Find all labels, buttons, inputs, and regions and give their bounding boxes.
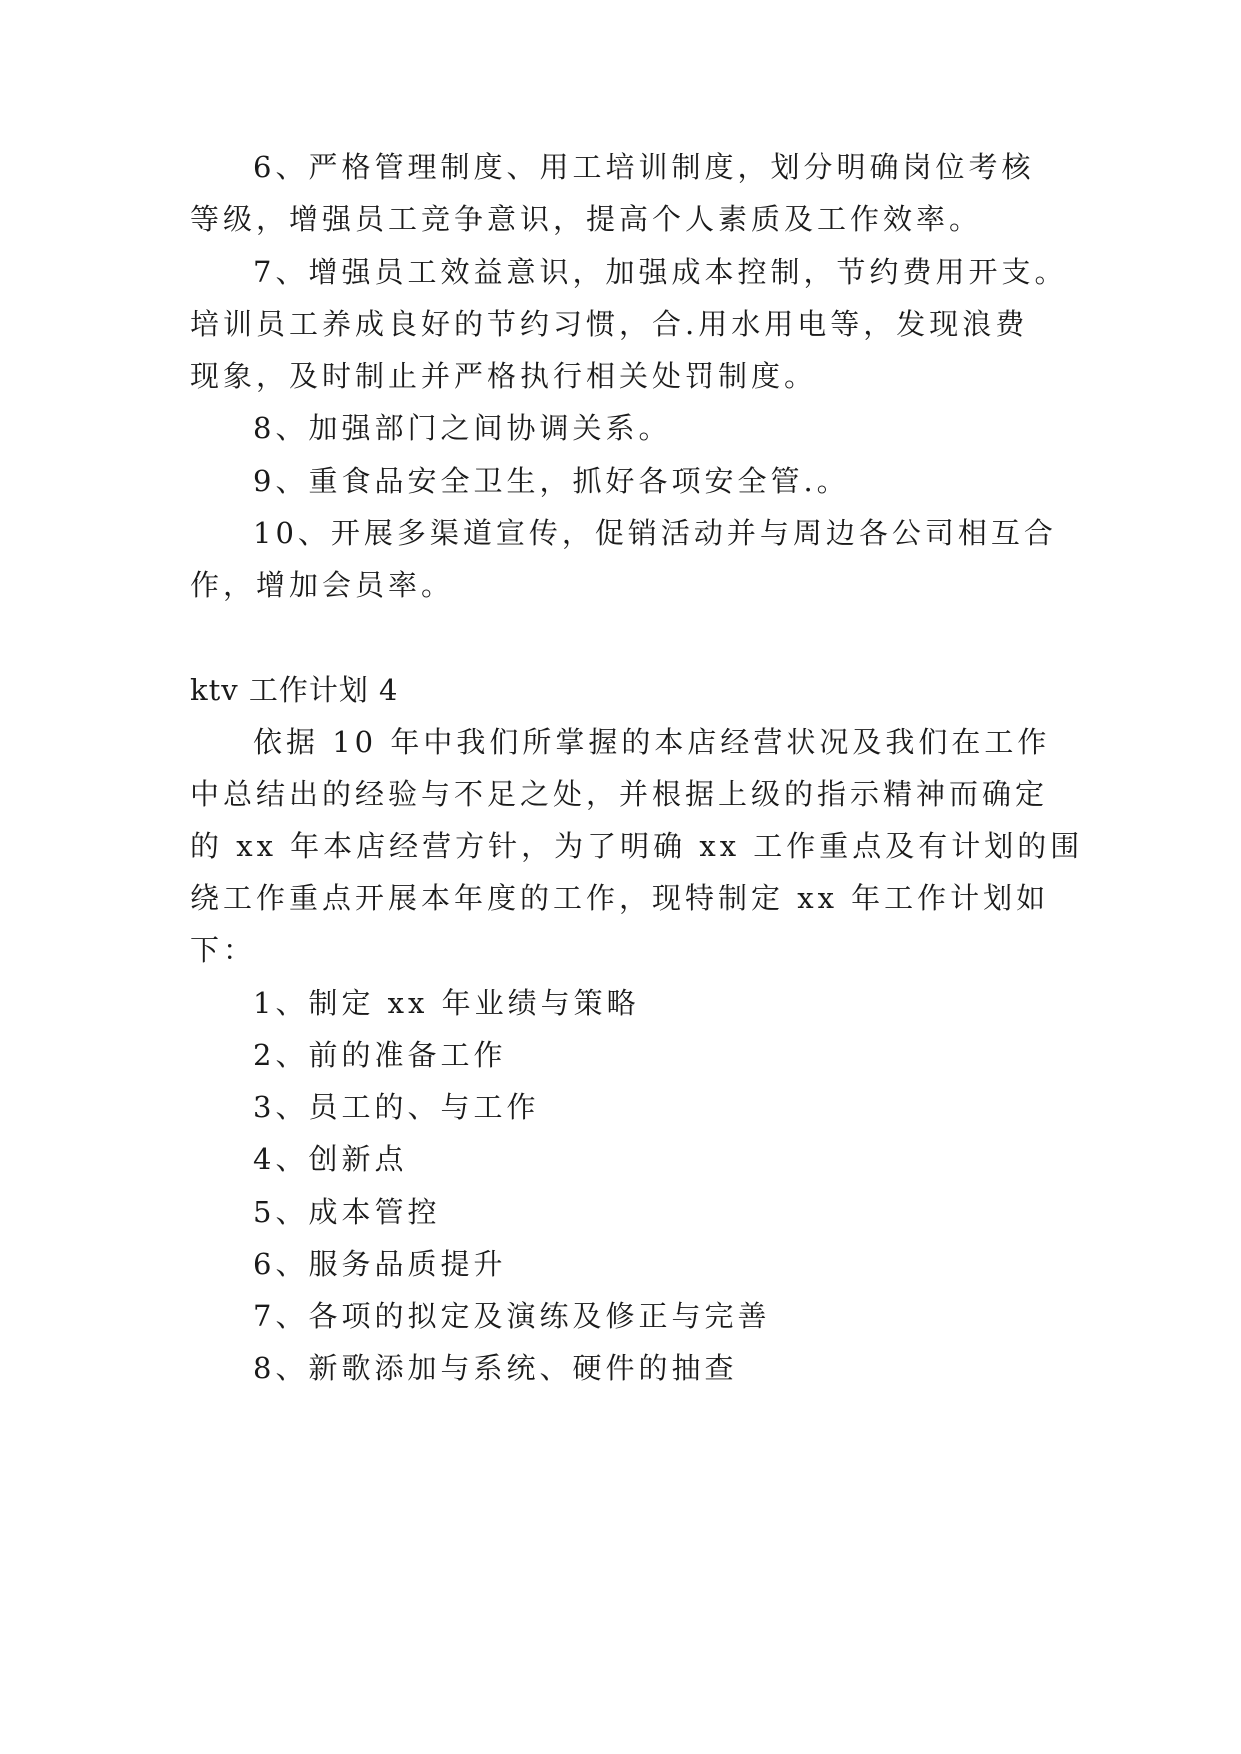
- item-7-line-1: 7、增强员工效益意识，加强成本控制，节约费用开支。: [253, 255, 1068, 289]
- plan-item-6: 6、服务品质提升: [253, 1247, 507, 1281]
- item-10-line-1: 10、开展多渠道宣传，促销活动并与周边各公司相互合: [253, 516, 1057, 550]
- item-6-line-1: 6、严格管理制度、用工培训制度，划分明确岗位考核: [253, 150, 1035, 184]
- intro-line-1: 依据 10 年中我们所掌握的本店经营状况及我们在工作: [253, 725, 1051, 759]
- item-10-line-2: 作，增加会员率。: [190, 568, 455, 602]
- plan-item-4: 4、创新点: [253, 1142, 408, 1176]
- section-title: ktv 工作计划 4: [190, 673, 399, 707]
- intro-line-2: 中总结出的经验与不足之处，并根据上级的指示精神而确定: [190, 777, 1049, 811]
- plan-item-7: 7、各项的拟定及演练及修正与完善: [253, 1299, 771, 1333]
- plan-item-5: 5、成本管控: [253, 1195, 441, 1229]
- item-6-line-2: 等级，增强员工竞争意识，提高个人素质及工作效率。: [190, 202, 983, 236]
- intro-line-3: 的 xx 年本店经营方针，为了明确 xx 工作重点及有计划的围: [190, 829, 1084, 863]
- intro-line-4: 绕工作重点开展本年度的工作，现特制定 xx 年工作计划如: [190, 881, 1050, 915]
- item-7-line-2: 培训员工养成良好的节约习惯，合.用水用电等，发现浪费: [190, 307, 1029, 341]
- plan-item-1: 1、制定 xx 年业绩与策略: [253, 986, 640, 1020]
- item-9: 9、重食品安全卫生，抓好各项安全管.。: [253, 464, 850, 498]
- intro-line-5: 下：: [190, 933, 257, 967]
- plan-item-8: 8、新歌添加与系统、硬件的抽查: [253, 1351, 738, 1385]
- plan-item-2: 2、前的准备工作: [253, 1038, 507, 1072]
- item-8: 8、加强部门之间协调关系。: [253, 411, 672, 445]
- item-7-line-3: 现象，及时制止并严格执行相关处罚制度。: [190, 359, 818, 393]
- plan-item-3: 3、员工的、与工作: [253, 1090, 540, 1124]
